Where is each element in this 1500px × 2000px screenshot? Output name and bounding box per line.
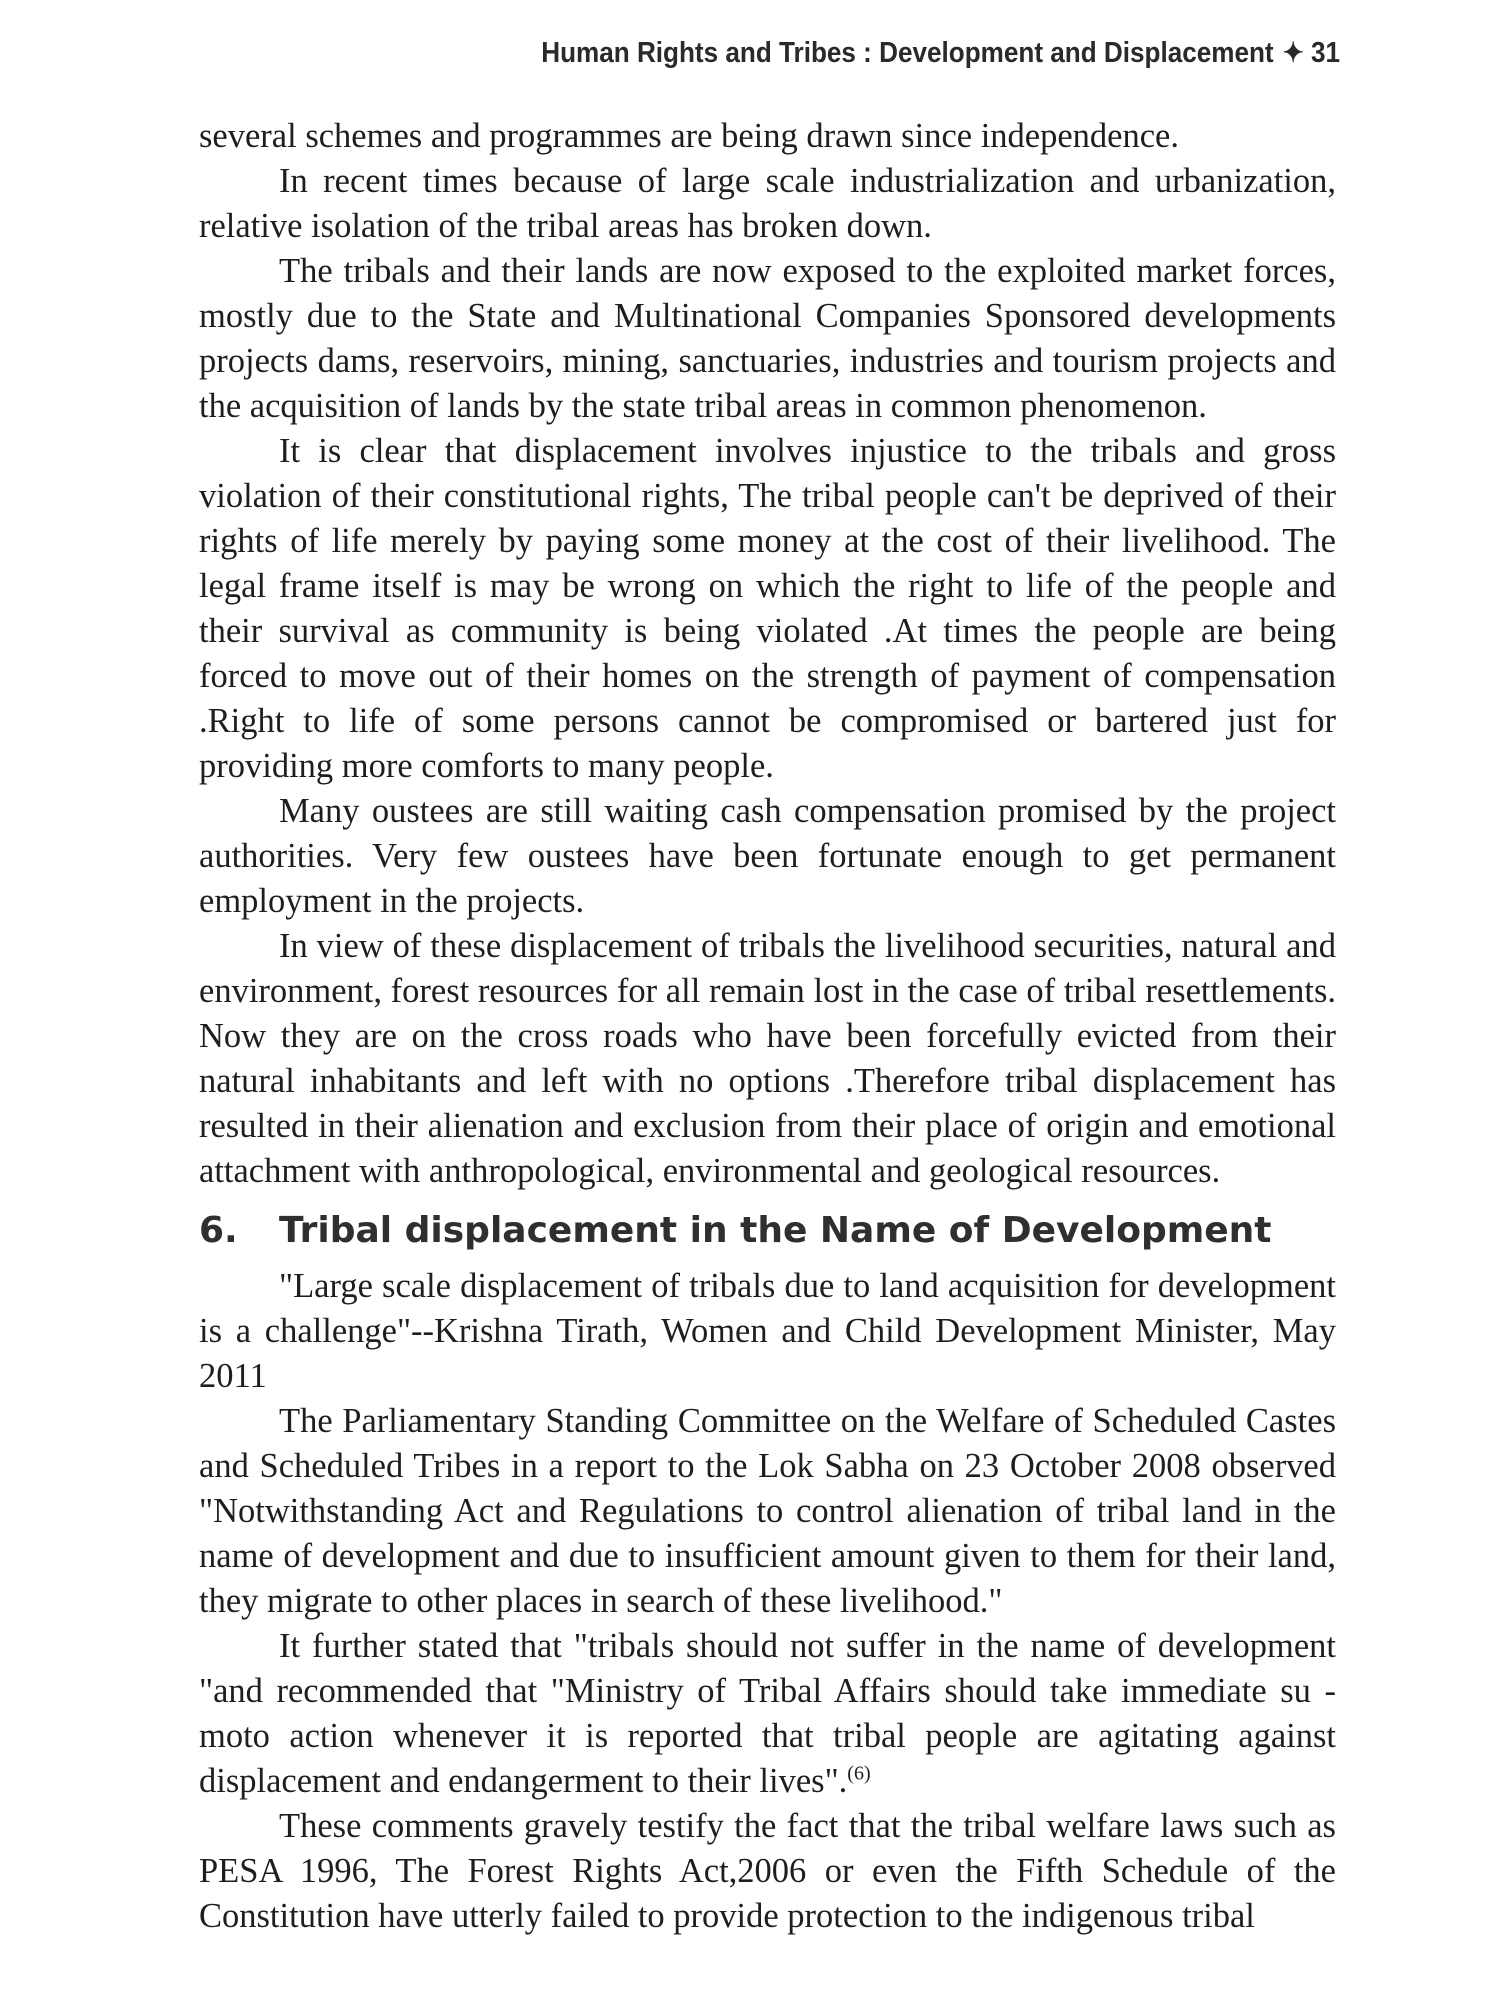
- section-title: Tribal displacement in the Name of Development: [279, 1210, 1272, 1251]
- body-text: [199, 114, 1336, 1939]
- paragraph-continuation: several schemes and programmes are being drawn since independence.: [199, 117, 1179, 155]
- section-number: 6.: [199, 1210, 238, 1251]
- paragraph: It is clear that displacement involves injustice to the tribals and gross violation of their constitutional rights, The tribal people can't be deprived of their rights of life merely by paying some money at the cost of their livelihood. The legal frame itself is may be wrong on which the right to life of the people and their survival as community is being violated .At times the people are being forced to move out of their homes on the strength of payment of compensation .Right to life of some persons cannot be compromised or bartered just for providing more comforts to many people.: [199, 432, 1336, 785]
- paragraph: These comments gravely testify the fact that the tribal welfare laws such as PESA 1996, The Forest Rights Act,2006 or even the Fifth Schedule of the Constitution have utterly failed to provide protection to the indigenous tribal: [199, 1807, 1336, 1935]
- running-head-title: Human Rights and Tribes : Development and Displacement: [541, 37, 1274, 69]
- diamond-ornament-icon: ✦: [1282, 37, 1304, 68]
- paragraph: In recent times because of large scale industrialization and urbanization, relative isolation of the tribal areas has broken down.: [199, 162, 1336, 245]
- paragraph: Many oustees are still waiting cash compensation promised by the project authorities. Very few oustees have been fortunate enough to get permanent employment in the projects.: [199, 792, 1336, 920]
- paragraph: The Parliamentary Standing Committee on the Welfare of Scheduled Castes and Scheduled Tribes in a report to the Lok Sabha on 23 October 2008 observed "Notwithstanding Act and Regulations to control alienation of tribal land in the name of development and due to insufficient amount given to them for their land, they migrate to other places in search of these livelihood.": [199, 1402, 1336, 1620]
- paragraph-quote: "Large scale displacement of tribals due to land acquisition for development is a challenge"--Krishna Tirath, Women and Child Development Minister, May 2011: [199, 1267, 1336, 1395]
- paragraph-with-footnote: [199, 1624, 1336, 1804]
- paragraph: In view of these displacement of tribals the livelihood securities, natural and environment, forest resources for all remain lost in the case of tribal resettlements. Now they are on the cross roads who have been forcefully evicted from their natural inhabitants and left with no options .Therefore tribal displacement has resulted in their alienation and exclusion from their place of origin and emotional attachment with anthropological, environmental and geological resources.: [199, 927, 1336, 1190]
- footnote-reference: (6): [847, 1762, 871, 1785]
- page-number: 31: [1310, 37, 1340, 69]
- running-head: [314, 36, 1340, 76]
- paragraph-text: It further stated that "tribals should not suffer in the name of development "and recommended that "Ministry of Tribal Affairs should take immediate su - moto action whenever it is reported that tribal people are agitating against displacement and endangerment to their lives".: [199, 1627, 1336, 1800]
- paragraph: The tribals and their lands are now exposed to the exploited market forces, mostly due to the State and Multinational Companies Sponsored developments projects dams, reservoirs, mining, sanctuaries, industries and tourism projects and the acquisition of lands by the state tribal areas in common phenomenon.: [199, 252, 1336, 425]
- section-heading: [199, 1206, 1336, 1256]
